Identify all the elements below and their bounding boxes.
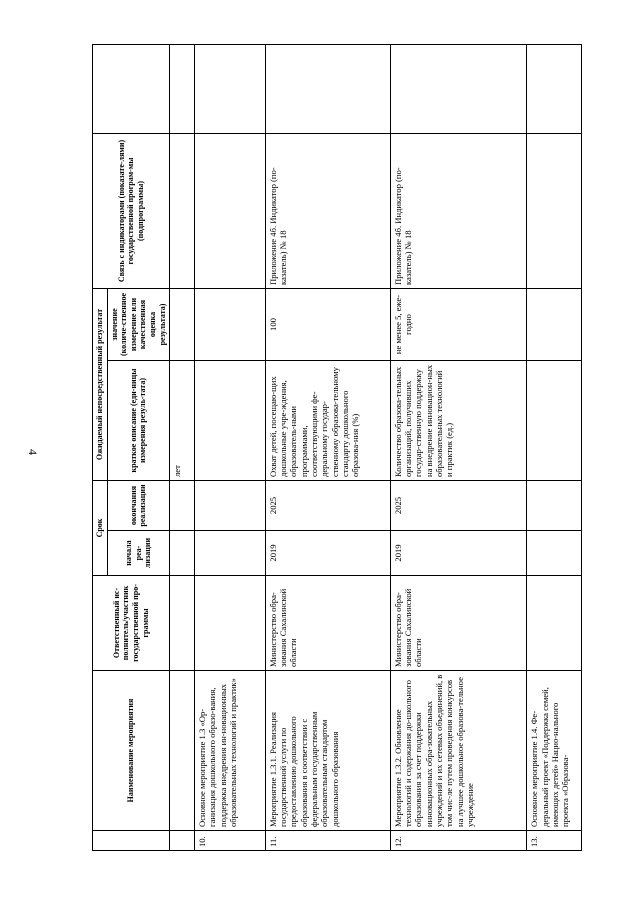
row-number [170, 831, 195, 851]
result-description: лет [170, 361, 195, 481]
result-value [170, 289, 195, 361]
activity-name: Основное мероприятие 1.4. Фе-деральный проект «Поддержка семей, имеющих детей» Нацио-нального проекта «Образова- [527, 671, 582, 831]
start-year [527, 531, 582, 576]
activity-name [170, 671, 195, 831]
end-year [527, 481, 582, 531]
row-number: 12. [390, 831, 527, 851]
extra-cell [390, 45, 527, 134]
header-empty [93, 45, 170, 134]
indicator-link: Приложение 4б. Индикатор (по-казатель) № 18 [265, 134, 390, 289]
result-value [195, 289, 266, 361]
activity-name: Мероприятие 1.3.2. Обновление технологий и содержания до-школьного образования за счет поддержки инновационных обра-зовательных учреждений и их сетевых объединений, в том чис-ле путем проведения конкурсов на лучшее дошкольное образова-тельное учреждение [390, 671, 527, 831]
header-term-start: начала реа-лизации [107, 531, 170, 576]
header-link: Связь с индикаторами (показате-лями) государственной програм-мы (подпрограммы) [93, 134, 170, 289]
indicator-link [195, 134, 266, 289]
indicator-link [527, 134, 582, 289]
responsible-executor [170, 576, 195, 671]
table-row [265, 45, 390, 851]
end-year [195, 481, 266, 531]
start-year [170, 531, 195, 576]
indicator-link [170, 134, 195, 289]
start-year [195, 531, 266, 576]
result-description [527, 361, 582, 481]
header-responsible: Ответственный ис-полнитель/участник государственной про-граммы [93, 576, 170, 671]
result-description: Охват детей, посещаю-щих дошкольные учре-ждения, образователь-ными программами, соответствующими фе-деральному государ-ственному образова-тельному стандарту дошкольного образова-ния (%) [265, 361, 390, 481]
start-year: 2019 [390, 531, 527, 576]
header-term-end: окончания реализации [107, 481, 170, 531]
header-result: Ожидаемый непосредственный результат [93, 289, 108, 481]
result-value: 100 [265, 289, 390, 361]
result-value: не менее 5, еже-годно [390, 289, 527, 361]
result-description: Количество образова-тельных организаций, получивших государ-ственную поддержку на внедрение инновацион-ных образовательных технологий и практик (ед.) [390, 361, 527, 481]
page-number: 4 [26, 449, 40, 455]
extra-cell [265, 45, 390, 134]
responsible-executor [195, 576, 266, 671]
table-row [170, 45, 195, 851]
table-row [390, 45, 527, 851]
activity-name: Мероприятие 1.3.1. Реализация государственной услуги по предоставлению дошкольного образования в соответствии с федеральным государственным образовательным стандартом дошкольного образования [265, 671, 390, 831]
row-number: 13. [527, 831, 582, 851]
indicator-link: Приложение 4б. Индикатор (по-казатель) № 18 [390, 134, 527, 289]
header-result-value: значение (количе-ственное измерение или качественная оценка результата) [107, 289, 170, 361]
header-term: Срок [93, 481, 108, 576]
header-name: Наименование мероприятия [93, 671, 170, 831]
result-description [195, 361, 266, 481]
row-number: 11. [265, 831, 390, 851]
table-row [527, 45, 582, 851]
result-value [527, 289, 582, 361]
extra-cell [195, 45, 266, 134]
row-number: 10. [195, 831, 266, 851]
document-table [92, 45, 582, 851]
activity-name: Основное мероприятие 1.3 «Ор-ганизация дошкольного образо-вания, поддержка внедрения ин-новационных образовательных технологий и практик» [195, 671, 266, 831]
activities-table [92, 44, 582, 851]
header-result-desc: краткое описание (еди-ницы измерения резуль-тата) [107, 361, 170, 481]
table-row [195, 45, 266, 851]
header-num [93, 831, 170, 851]
end-year: 2025 [265, 481, 390, 531]
responsible-executor: Министерство обра-зования Сахалинской области [265, 576, 390, 671]
end-year [170, 481, 195, 531]
responsible-executor: Министерство обра-зования Сахалинской области [390, 576, 527, 671]
extra-cell [527, 45, 582, 134]
start-year: 2019 [265, 531, 390, 576]
extra-cell [170, 45, 195, 134]
responsible-executor [527, 576, 582, 671]
end-year: 2025 [390, 481, 527, 531]
